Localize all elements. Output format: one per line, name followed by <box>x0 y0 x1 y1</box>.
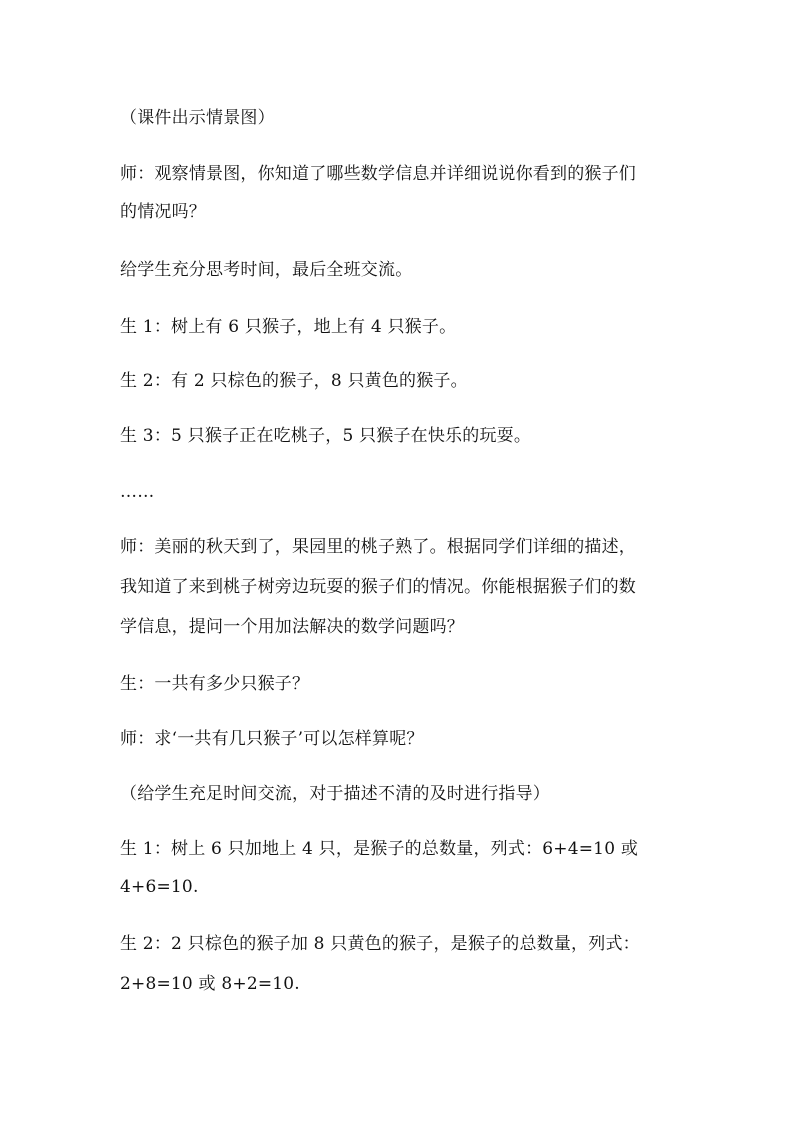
student-2-equation-line-1: 生 2：2 只棕色的猴子加 8 只黄色的猴子，是猴子的总数量，列式： <box>120 934 640 954</box>
discussion-instruction: 给学生充分思考时间，最后全班交流。 <box>120 260 413 280</box>
teacher-description-line-1: 师：美丽的秋天到了，果园里的桃子熟了。根据同学们详细的描述， <box>120 537 636 557</box>
teacher-description-line-2: 我知道了来到桃子树旁边玩耍的猴子们的情况。你能根据猴子们的数 <box>120 577 636 597</box>
student-1-equation-line-1: 生 1：树上 6 只加地上 4 只，是猴子的总数量，列式：6+4=10 或 <box>120 839 639 859</box>
teacher-calculation-question: 师：求‘一共有几只猴子’可以怎样算呢？ <box>120 729 424 749</box>
student-1-equation-line-2: 4+6=10. <box>120 877 199 897</box>
student-3-answer: 生 3：5 只猴子正在吃桃子，5 只猴子在快乐的玩耍。 <box>120 426 532 446</box>
teacher-question-line-1: 师：观察情景图，你知道了哪些数学信息并详细说说你看到的猴子们 <box>120 164 636 184</box>
guidance-note: （给学生充足时间交流，对于描述不清的及时进行指导） <box>120 784 550 804</box>
courseware-note: （课件出示情景图） <box>120 108 275 128</box>
teacher-description-line-3: 学信息，提问一个用加法解决的数学问题吗？ <box>120 617 464 637</box>
student-2-equation-line-2: 2+8=10 或 8+2=10. <box>120 974 300 994</box>
student-2-answer: 生 2：有 2 只棕色的猴子，8 只黄色的猴子。 <box>120 371 468 391</box>
teacher-question-line-2: 的情况吗？ <box>120 202 206 222</box>
student-1-answer: 生 1：树上有 6 只猴子，地上有 4 只猴子。 <box>120 317 457 337</box>
student-question: 生：一共有多少只猴子？ <box>120 674 310 694</box>
ellipsis: …… <box>120 482 155 502</box>
